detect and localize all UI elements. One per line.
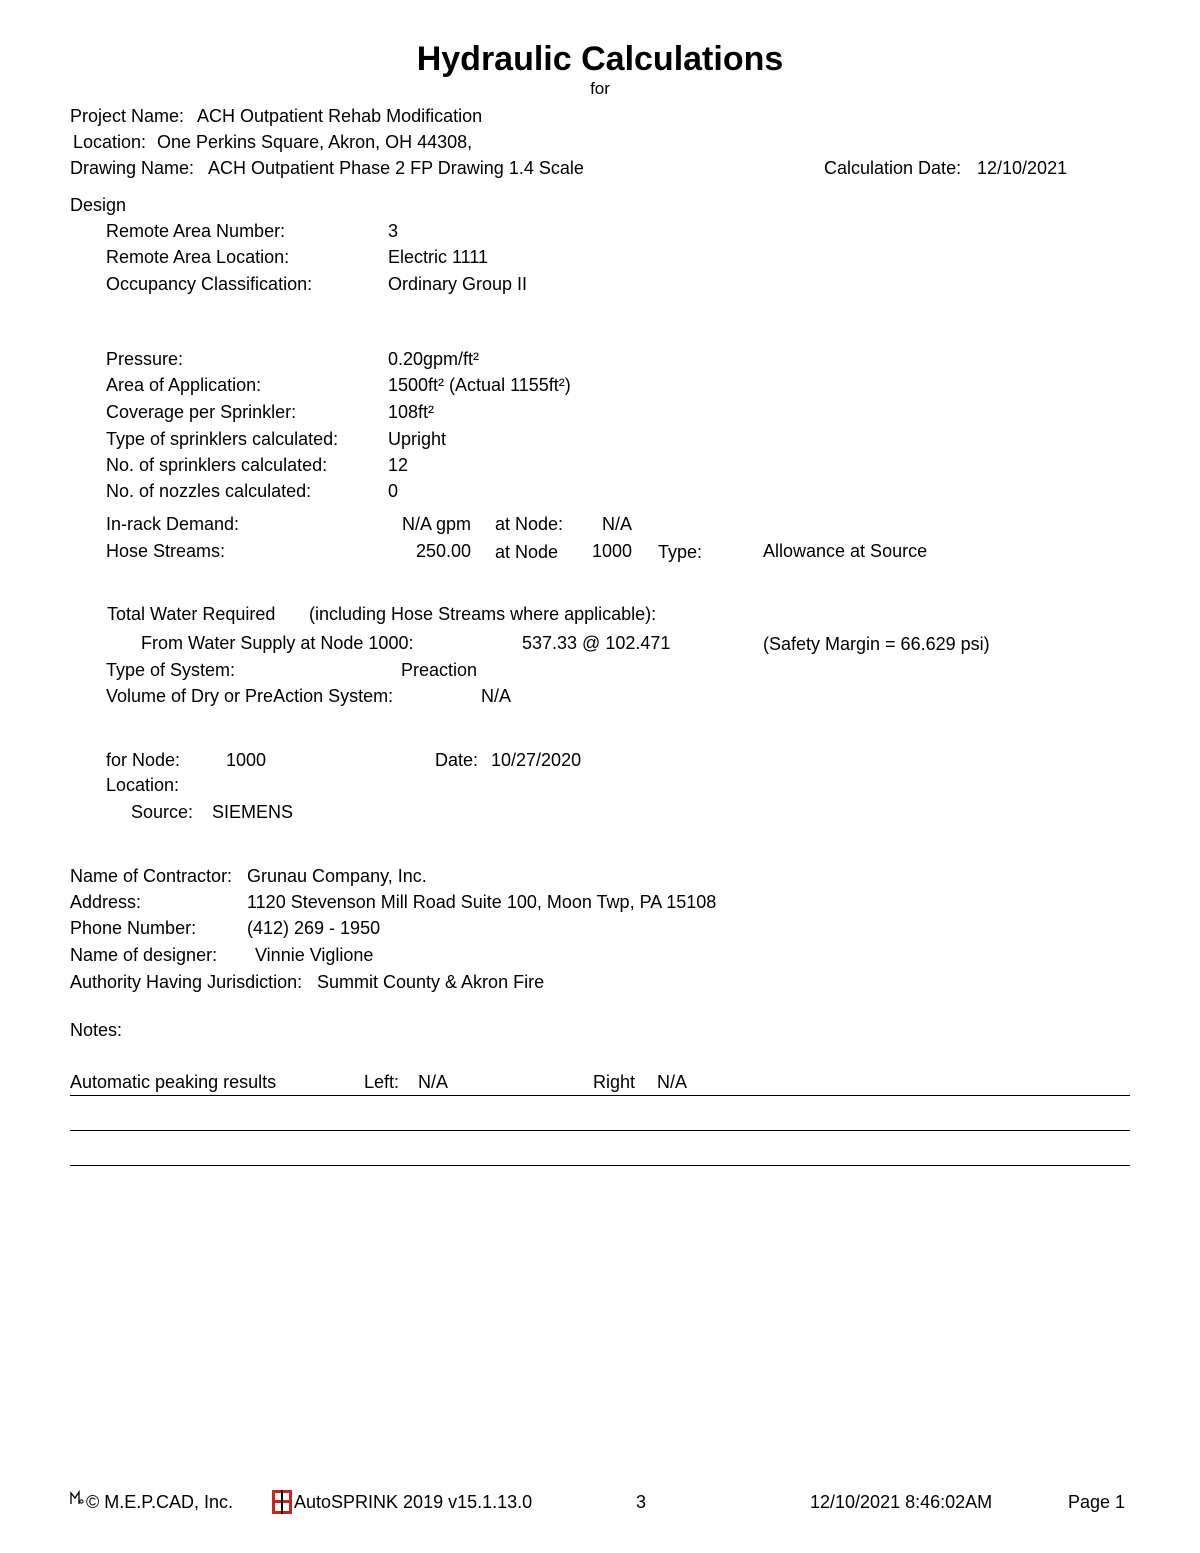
document-title: Hydraulic Calculations bbox=[416, 40, 784, 78]
ahj-value: Summit County & Akron Fire bbox=[317, 972, 545, 992]
project-location-label: Location: bbox=[73, 132, 147, 152]
hose-value: 250.00 bbox=[416, 541, 472, 561]
sprinkler-count: 12 bbox=[388, 455, 409, 475]
occupancy: Ordinary Group II bbox=[388, 274, 528, 294]
calculation-date-label: Calculation Date: bbox=[824, 158, 962, 178]
design-heading: Design bbox=[70, 195, 127, 215]
hose-node: 1000 bbox=[592, 541, 633, 561]
hose-type-label: Type: bbox=[658, 542, 703, 562]
footer-remote-area: 3 bbox=[636, 1492, 647, 1512]
area-label: Area of Application: bbox=[106, 375, 262, 395]
remote-area-number-label: Remote Area Number: bbox=[106, 221, 286, 241]
supply-node-label: for Node: bbox=[106, 750, 181, 770]
occupancy-label: Occupancy Classification: bbox=[106, 274, 313, 294]
sprinkler-type: Upright bbox=[388, 429, 447, 449]
system-type: Preaction bbox=[401, 660, 478, 680]
peaking-label: Automatic peaking results bbox=[70, 1072, 277, 1092]
calculation-date: 12/10/2021 bbox=[977, 158, 1068, 178]
remote-area-location-label: Remote Area Location: bbox=[106, 247, 290, 267]
coverage-label: Coverage per Sprinkler: bbox=[106, 402, 297, 422]
supply-source: SIEMENS bbox=[212, 802, 294, 822]
hose-label: Hose Streams: bbox=[106, 541, 226, 561]
contractor-name-label: Name of Contractor: bbox=[70, 866, 233, 886]
water-supply-label: From Water Supply at Node 1000: bbox=[141, 633, 414, 653]
remote-area-number: 3 bbox=[388, 221, 399, 241]
inrack-label: In-rack Demand: bbox=[106, 514, 240, 534]
inrack-node: N/A bbox=[602, 514, 633, 534]
contractor-address: 1120 Stevenson Mill Road Suite 100, Moon Twp, PA 15108 bbox=[247, 892, 717, 912]
supply-location-label: Location: bbox=[106, 775, 180, 795]
footer-company: © M.E.P.CAD, Inc. bbox=[86, 1492, 233, 1512]
total-water-label: Total Water Required bbox=[107, 604, 276, 624]
hose-at-node-label: at Node bbox=[495, 542, 559, 562]
pressure-label: Pressure: bbox=[106, 349, 184, 369]
system-type-label: Type of System: bbox=[106, 660, 236, 680]
nozzle-count-label: No. of nozzles calculated: bbox=[106, 481, 312, 501]
nozzle-count: 0 bbox=[388, 481, 399, 501]
notes-line-3 bbox=[70, 1165, 1130, 1166]
designer-label: Name of designer: bbox=[70, 945, 218, 965]
peaking-left-label: Left: bbox=[364, 1072, 400, 1092]
ahj-label: Authority Having Jurisdiction: bbox=[70, 972, 303, 992]
peaking-left: N/A bbox=[418, 1072, 449, 1092]
inrack-value: N/A gpm bbox=[402, 514, 472, 534]
mepcad-logo-icon bbox=[70, 1490, 84, 1506]
peaking-right: N/A bbox=[657, 1072, 688, 1092]
notes-label: Notes: bbox=[70, 1020, 123, 1040]
notes-line-2 bbox=[70, 1130, 1130, 1131]
supply-date-label: Date: bbox=[435, 750, 479, 770]
hose-type: Allowance at Source bbox=[763, 541, 928, 561]
peaking-right-label: Right bbox=[593, 1072, 636, 1092]
footer-timestamp: 12/10/2021 8:46:02AM bbox=[810, 1492, 993, 1512]
system-volume-label: Volume of Dry or PreAction System: bbox=[106, 686, 394, 706]
area: 1500ft² (Actual 1155ft²) bbox=[388, 375, 571, 395]
sprinkler-count-label: No. of sprinklers calculated: bbox=[106, 455, 328, 475]
project-location: One Perkins Square, Akron, OH 44308, bbox=[157, 132, 473, 152]
project-name-label: Project Name: bbox=[70, 106, 185, 126]
designer-name: Vinnie Viglione bbox=[255, 945, 374, 965]
coverage: 108ft² bbox=[388, 402, 435, 422]
safety-margin: (Safety Margin = 66.629 psi) bbox=[763, 634, 990, 654]
footer-software: AutoSPRINK 2019 v15.1.13.0 bbox=[294, 1492, 533, 1512]
contractor-address-label: Address: bbox=[70, 892, 142, 912]
supply-source-label: Source: bbox=[131, 802, 194, 822]
supply-date: 10/27/2020 bbox=[491, 750, 582, 770]
contractor-name: Grunau Company, Inc. bbox=[247, 866, 427, 886]
pressure: 0.20gpm/ft² bbox=[388, 349, 480, 369]
system-volume: N/A bbox=[481, 686, 512, 706]
remote-area-location: Electric 1111 bbox=[388, 247, 489, 267]
autosprink-logo-icon bbox=[272, 1490, 292, 1514]
contractor-phone-label: Phone Number: bbox=[70, 918, 197, 938]
project-name: ACH Outpatient Rehab Modification bbox=[197, 106, 483, 126]
drawing-name-label: Drawing Name: bbox=[70, 158, 195, 178]
drawing-name: ACH Outpatient Phase 2 FP Drawing 1.4 Scale bbox=[208, 158, 584, 178]
water-supply-value: 537.33 @ 102.471 bbox=[522, 633, 671, 653]
sprinkler-type-label: Type of sprinklers calculated: bbox=[106, 429, 339, 449]
inrack-at-node-label: at Node: bbox=[495, 514, 564, 534]
footer-page-number: Page 1 bbox=[1068, 1492, 1126, 1512]
notes-line-1 bbox=[70, 1095, 1130, 1096]
total-water-note: (including Hose Streams where applicable): bbox=[309, 604, 657, 624]
supply-node: 1000 bbox=[226, 750, 267, 770]
contractor-phone: (412) 269 - 1950 bbox=[247, 918, 381, 938]
document-subtitle: for bbox=[590, 79, 610, 98]
